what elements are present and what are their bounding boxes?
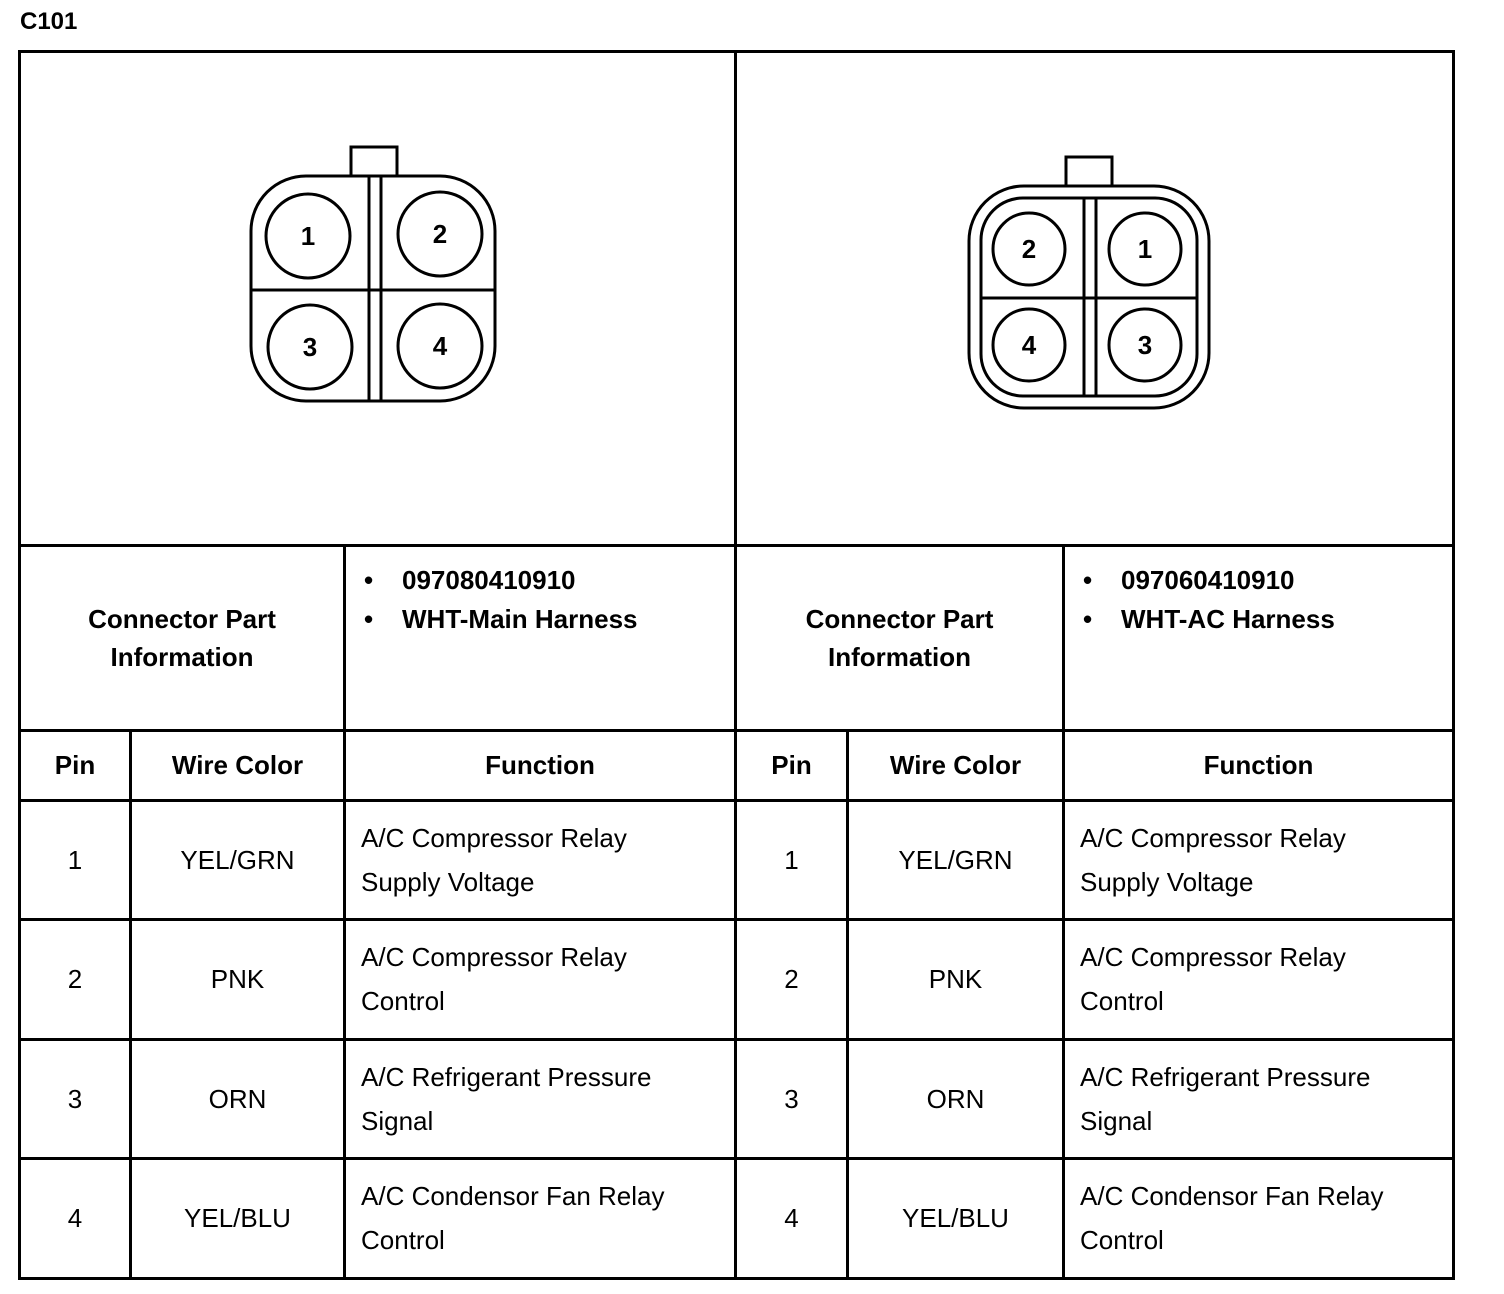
pin-cell: 1 — [67, 844, 83, 875]
pin-label: 2 — [1021, 234, 1037, 264]
wire-color-cell: PNK — [210, 964, 265, 994]
function-line: Control — [361, 1225, 445, 1255]
function-line: Signal — [361, 1106, 434, 1136]
function-cell — [361, 816, 627, 904]
wire-color-cell: YEL/BLU — [184, 1203, 291, 1233]
connector-face-diagram-main — [248, 145, 500, 405]
function-line: A/C Compressor Relay — [361, 823, 627, 853]
wire-color-cell: YEL/BLU — [902, 1203, 1009, 1233]
column-header-wire-color: Wire Color — [889, 750, 1022, 780]
function-line: Signal — [1080, 1106, 1153, 1136]
column-header-wire-color: Wire Color — [171, 750, 304, 780]
col-divider-left-color — [343, 544, 346, 1280]
function-cell — [361, 935, 627, 1023]
pin-cell: 2 — [784, 964, 799, 994]
part-info-list — [364, 561, 638, 639]
pin-cell: 3 — [67, 1083, 83, 1114]
function-line: Supply Voltage — [361, 867, 535, 897]
function-line: A/C Refrigerant Pressure — [361, 1062, 652, 1092]
function-cell — [361, 1055, 651, 1143]
table-border-right — [1452, 50, 1455, 1280]
harness-name: • WHT-Main Harness — [364, 600, 638, 639]
pin-label: 1 — [300, 221, 316, 251]
pin-label: 4 — [1021, 330, 1037, 360]
part-info-label: Connector Part Information — [88, 604, 276, 672]
function-line: Control — [1080, 1225, 1164, 1255]
connector-face-diagram-ac — [966, 155, 1212, 411]
harness-name: • WHT-AC Harness — [1083, 600, 1335, 639]
connector-id-title: C101 — [20, 8, 78, 35]
function-cell — [1080, 1174, 1383, 1262]
function-cell — [1080, 1055, 1370, 1143]
part-info-list — [1083, 561, 1335, 639]
function-line: A/C Compressor Relay — [1080, 823, 1346, 853]
column-header-function: Function — [1203, 750, 1314, 780]
pin-label: 3 — [302, 332, 318, 362]
function-cell — [1080, 816, 1346, 904]
pin-cell: 2 — [67, 964, 83, 994]
column-header-pin: Pin — [54, 750, 96, 780]
pin-cell: 4 — [784, 1203, 799, 1233]
part-number: • 097080410910 — [364, 561, 638, 600]
pin-label: 4 — [432, 331, 448, 361]
function-line: A/C Compressor Relay — [1080, 942, 1346, 972]
part-number: • 097060410910 — [1083, 561, 1335, 600]
function-line: A/C Refrigerant Pressure — [1080, 1062, 1371, 1092]
column-header-pin: Pin — [771, 750, 812, 780]
col-divider-right-color — [1062, 544, 1065, 1280]
wire-color-cell: YEL/GRN — [180, 844, 295, 875]
column-header-function: Function — [485, 750, 595, 780]
pin-label: 3 — [1137, 330, 1153, 360]
function-cell — [1080, 935, 1346, 1023]
wire-color-cell: ORN — [926, 1083, 985, 1114]
pin-label: 1 — [1137, 234, 1153, 264]
function-line: A/C Condensor Fan Relay — [1080, 1181, 1384, 1211]
pin-cell: 3 — [784, 1083, 799, 1114]
function-line: Control — [361, 986, 445, 1016]
part-info-label: Connector Part Information — [805, 604, 994, 672]
wire-color-cell: ORN — [208, 1083, 267, 1114]
pin-label: 2 — [432, 219, 448, 249]
wire-color-cell: YEL/GRN — [898, 844, 1013, 875]
function-line: Supply Voltage — [1080, 867, 1254, 897]
pin-cell: 1 — [784, 844, 799, 875]
pin-cell: 4 — [67, 1203, 83, 1233]
function-line: Control — [1080, 986, 1164, 1016]
function-line: A/C Compressor Relay — [361, 942, 627, 972]
wire-color-cell: PNK — [928, 964, 983, 994]
function-line: A/C Condensor Fan Relay — [361, 1181, 665, 1211]
function-cell — [361, 1174, 664, 1262]
